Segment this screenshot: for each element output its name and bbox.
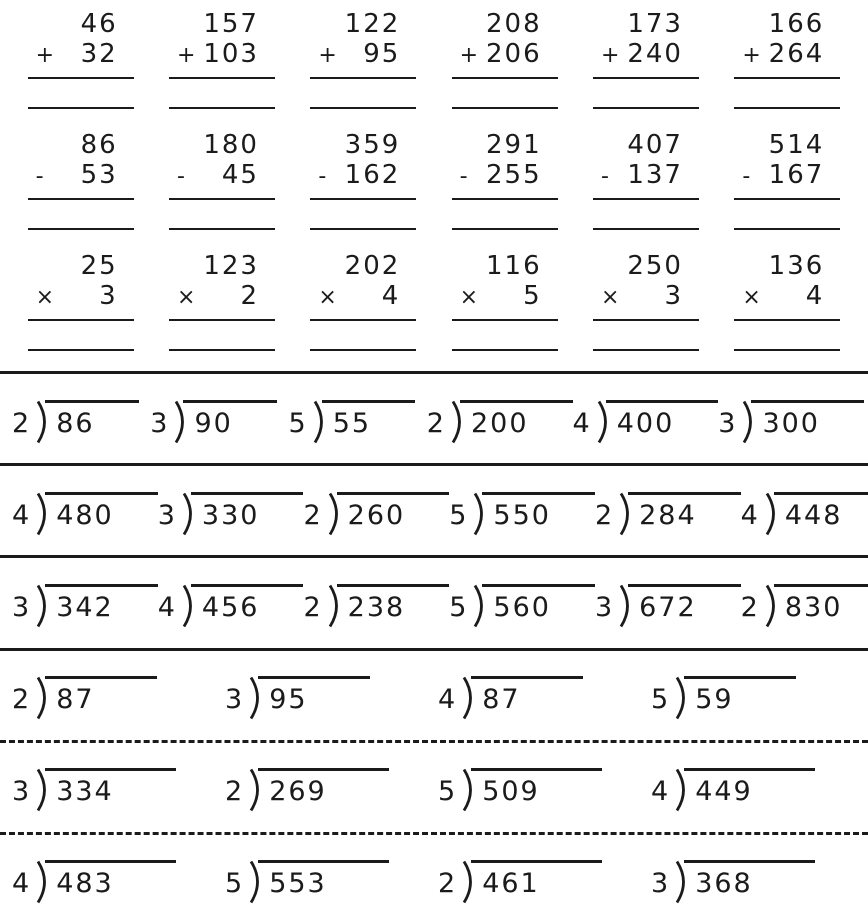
divisor: 2 — [303, 591, 322, 623]
multiplication-problem — [28, 252, 134, 371]
dividend: 284 — [628, 492, 741, 531]
column-row-multiplication — [0, 250, 868, 371]
operator-symbol: + — [600, 43, 620, 68]
dividend: 553 — [258, 860, 389, 899]
bottom-operand: 95 — [363, 39, 401, 69]
operator-symbol: + — [176, 43, 196, 68]
operator-symbol: × — [176, 285, 196, 310]
work-line — [734, 107, 840, 109]
top-operand: 291 — [486, 130, 542, 160]
division-problem — [158, 584, 304, 628]
addition-problem — [593, 10, 699, 129]
division-problem — [595, 492, 741, 536]
division-problem — [289, 400, 427, 444]
division-problem — [651, 768, 864, 812]
bottom-operand: 4 — [381, 281, 401, 311]
top-operand: 46 — [80, 9, 118, 39]
division-row — [0, 832, 868, 924]
answer-line — [734, 198, 840, 200]
bottom-operand: 264 — [768, 39, 825, 69]
division-problem — [303, 492, 449, 536]
division-row — [0, 371, 868, 463]
subtraction-problem — [593, 131, 699, 250]
divisor: 3 — [225, 684, 244, 716]
addition-problem — [310, 10, 416, 129]
bottom-operand: 53 — [80, 160, 118, 190]
top-operand: 407 — [627, 130, 683, 160]
division-problem — [449, 584, 595, 628]
divisor: 3 — [12, 591, 31, 623]
answer-line — [310, 77, 416, 79]
addition-problem — [169, 10, 275, 129]
division-problem — [438, 676, 651, 720]
dividend: 672 — [628, 584, 741, 623]
operator-symbol: - — [176, 164, 185, 189]
division-problem — [449, 492, 595, 536]
answer-line — [310, 319, 416, 321]
work-line — [169, 228, 275, 230]
dividend: 550 — [482, 492, 595, 531]
divisor: 5 — [449, 499, 468, 531]
top-operand: 202 — [344, 251, 401, 281]
answer-line — [169, 77, 275, 79]
work-line — [310, 228, 416, 230]
top-operand: 166 — [768, 9, 825, 39]
multiplication-problem — [452, 252, 558, 371]
operator-symbol: + — [459, 43, 479, 68]
operator-symbol: - — [742, 164, 751, 189]
divisor: 4 — [572, 407, 591, 439]
bottom-operand: 206 — [486, 39, 542, 69]
top-operand: 208 — [486, 9, 542, 39]
top-operand: 180 — [203, 130, 259, 160]
work-line — [452, 228, 558, 230]
division-problem — [718, 400, 864, 444]
operator-symbol: × — [318, 285, 337, 310]
dividend: 238 — [337, 584, 450, 623]
division-problem — [12, 768, 225, 812]
top-operand: 122 — [344, 9, 401, 39]
dividend: 448 — [774, 492, 868, 531]
division-problem — [651, 860, 864, 904]
work-line — [28, 228, 134, 230]
divisor: 4 — [651, 776, 670, 808]
division-problem — [225, 860, 438, 904]
division-problem — [12, 400, 150, 444]
division-problem — [741, 584, 868, 628]
division-problem — [150, 400, 288, 444]
answer-line — [452, 198, 558, 200]
dividend: 300 — [751, 400, 864, 439]
work-line — [593, 349, 699, 351]
answer-line — [28, 198, 134, 200]
dividend: 59 — [684, 676, 795, 715]
dividend: 830 — [774, 584, 868, 623]
dividend: 269 — [258, 768, 389, 807]
answer-line — [593, 319, 699, 321]
top-operand: 250 — [627, 251, 683, 281]
divisor: 2 — [12, 684, 31, 716]
bottom-operand: 3 — [99, 281, 118, 311]
answer-line — [734, 319, 840, 321]
dividend: 334 — [45, 768, 176, 807]
divisor: 4 — [740, 499, 759, 531]
dividend: 461 — [471, 860, 602, 899]
divisor: 2 — [740, 591, 759, 623]
bottom-operand: 2 — [240, 281, 259, 311]
answer-line — [310, 198, 416, 200]
dividend: 560 — [482, 584, 595, 623]
subtraction-problem — [169, 131, 275, 250]
divisor: 2 — [12, 407, 31, 439]
operator-symbol: - — [459, 164, 468, 189]
work-line — [310, 349, 416, 351]
division-problem — [741, 492, 868, 536]
bottom-operand: 3 — [664, 281, 683, 311]
operator-symbol: × — [600, 285, 620, 310]
top-operand: 157 — [203, 9, 259, 39]
work-line — [734, 349, 840, 351]
bottom-operand: 240 — [627, 39, 683, 69]
division-row — [0, 648, 868, 740]
divisor: 4 — [438, 684, 457, 716]
subtraction-problem — [452, 131, 558, 250]
top-operand: 25 — [80, 251, 118, 281]
dividend: 95 — [258, 676, 369, 715]
divisor: 2 — [426, 407, 445, 439]
division-problem — [595, 584, 741, 628]
work-line — [169, 349, 275, 351]
column-problems-section — [0, 0, 868, 371]
bottom-operand: 162 — [344, 160, 401, 190]
divisor: 4 — [12, 499, 31, 531]
bottom-operand: 167 — [768, 160, 825, 190]
divisor: 4 — [12, 868, 31, 900]
multiplication-problem — [593, 252, 699, 371]
operator-symbol: × — [35, 285, 55, 310]
top-operand: 136 — [768, 251, 825, 281]
answer-line — [593, 198, 699, 200]
top-operand: 116 — [486, 251, 542, 281]
answer-line — [28, 77, 134, 79]
division-problem — [12, 584, 158, 628]
divisor: 2 — [594, 499, 614, 531]
divisor: 5 — [449, 591, 468, 623]
operator-symbol: - — [35, 164, 44, 189]
division-problem — [225, 676, 438, 720]
work-line — [452, 107, 558, 109]
operator-symbol: × — [742, 285, 761, 310]
work-line — [310, 107, 416, 109]
division-problem — [303, 584, 449, 628]
divisor: 5 — [288, 407, 307, 439]
dividend: 260 — [337, 492, 450, 531]
divisor: 2 — [225, 776, 244, 808]
top-operand: 514 — [768, 130, 825, 160]
answer-line — [593, 77, 699, 79]
divisor: 5 — [651, 684, 670, 716]
answer-line — [169, 198, 275, 200]
divisor: 2 — [303, 499, 322, 531]
addition-problem — [734, 10, 840, 129]
division-problem — [427, 400, 573, 444]
addition-problem — [28, 10, 134, 129]
answer-line — [734, 77, 840, 79]
division-row — [0, 555, 868, 647]
work-line — [593, 107, 699, 109]
operator-symbol: + — [35, 43, 55, 68]
divisor: 3 — [718, 407, 737, 439]
division-row — [0, 463, 868, 555]
dividend: 400 — [606, 400, 719, 439]
division-problem — [573, 400, 719, 444]
dividend: 483 — [45, 860, 176, 899]
subtraction-problem — [310, 131, 416, 250]
work-line — [593, 228, 699, 230]
answer-line — [452, 77, 558, 79]
operator-symbol: - — [600, 164, 609, 189]
division-problems-section — [0, 371, 868, 924]
dividend: 90 — [183, 400, 276, 439]
division-problem — [12, 492, 158, 536]
work-line — [452, 349, 558, 351]
division-problem — [438, 768, 651, 812]
division-row — [0, 740, 868, 832]
multiplication-problem — [310, 252, 416, 371]
column-row-subtraction — [0, 129, 868, 250]
dividend: 456 — [191, 584, 304, 623]
bottom-operand: 4 — [805, 281, 825, 311]
divisor: 5 — [225, 868, 244, 900]
division-problem — [225, 768, 438, 812]
answer-line — [452, 319, 558, 321]
multiplication-problem — [169, 252, 275, 371]
division-problem — [12, 860, 225, 904]
dividend: 87 — [45, 676, 156, 715]
dividend: 55 — [322, 400, 415, 439]
dividend: 480 — [45, 492, 158, 531]
bottom-operand: 137 — [627, 160, 683, 190]
bottom-operand: 5 — [523, 281, 542, 311]
top-operand: 359 — [344, 130, 401, 160]
dividend: 330 — [191, 492, 304, 531]
bottom-operand: 45 — [221, 160, 259, 190]
divisor: 4 — [157, 591, 176, 623]
bottom-operand: 32 — [80, 39, 118, 69]
top-operand: 86 — [80, 130, 118, 160]
divisor: 3 — [594, 591, 614, 623]
answer-line — [28, 319, 134, 321]
operator-symbol: × — [459, 285, 479, 310]
answer-line — [169, 319, 275, 321]
top-operand: 173 — [627, 9, 683, 39]
dividend: 200 — [460, 400, 573, 439]
column-row-addition — [0, 8, 868, 129]
bottom-operand: 255 — [486, 160, 542, 190]
operator-symbol: + — [742, 43, 761, 68]
divisor: 5 — [438, 776, 457, 808]
bottom-operand: 103 — [203, 39, 259, 69]
operator-symbol: - — [318, 164, 327, 189]
divisor: 3 — [157, 499, 176, 531]
dividend: 87 — [471, 676, 582, 715]
divisor: 3 — [12, 776, 31, 808]
divisor: 2 — [438, 868, 457, 900]
subtraction-problem — [28, 131, 134, 250]
division-problem — [651, 676, 864, 720]
dividend: 449 — [684, 768, 815, 807]
work-line — [28, 349, 134, 351]
division-problem — [12, 676, 225, 720]
dividend: 86 — [45, 400, 138, 439]
multiplication-problem — [734, 252, 840, 371]
divisor: 3 — [651, 868, 670, 900]
division-problem — [438, 860, 651, 904]
work-line — [734, 228, 840, 230]
addition-problem — [452, 10, 558, 129]
work-line — [169, 107, 275, 109]
dividend: 368 — [684, 860, 815, 899]
dividend: 509 — [471, 768, 602, 807]
dividend: 342 — [45, 584, 158, 623]
subtraction-problem — [734, 131, 840, 250]
work-line — [28, 107, 134, 109]
division-problem — [158, 492, 304, 536]
top-operand: 123 — [203, 251, 259, 281]
operator-symbol: + — [318, 43, 337, 68]
divisor: 3 — [150, 407, 169, 439]
